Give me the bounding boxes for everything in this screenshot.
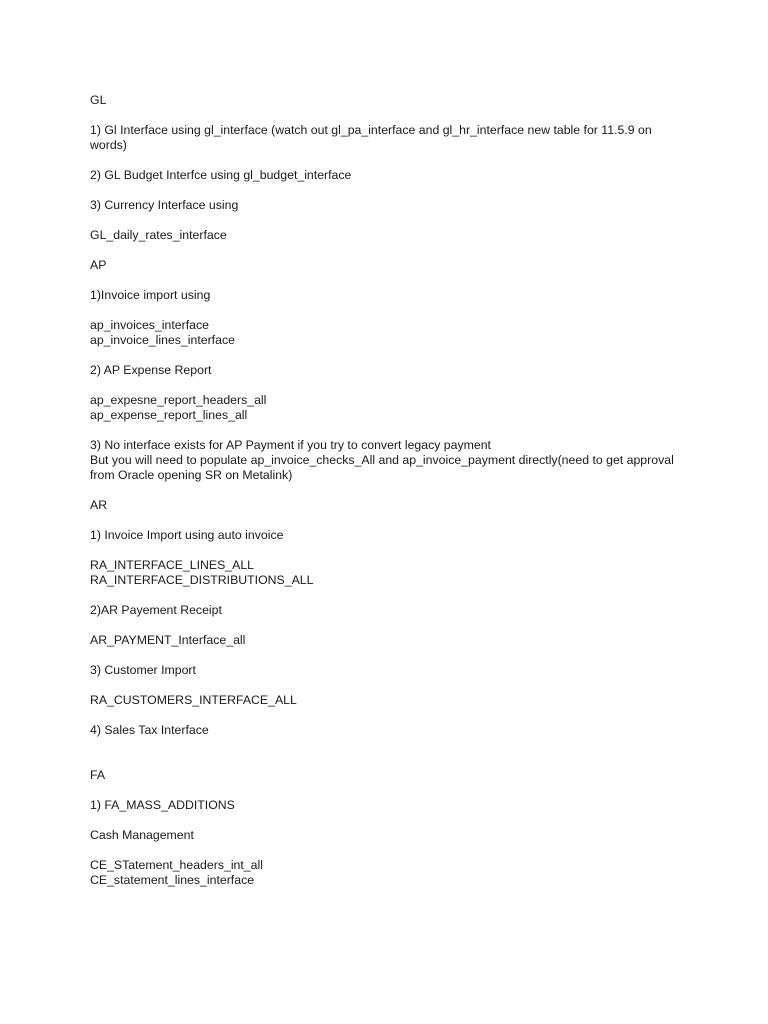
gl-item-3-table: GL_daily_rates_interface — [90, 228, 227, 242]
fa-item-1-text: 1) FA_MASS_ADDITIONS — [90, 798, 235, 812]
ar-item-1-table-1: RA_INTERFACE_LINES_ALL — [90, 558, 255, 572]
ar-item-3-tables — [90, 693, 680, 708]
ar-item-2-text: 2)AR Payement Receipt — [90, 603, 222, 617]
ar-item-4 — [90, 723, 680, 738]
section-ap — [90, 258, 680, 273]
ar-item-2-table: AR_PAYMENT_Interface_all — [90, 633, 246, 647]
section-cash-management — [90, 828, 680, 843]
cm-table-1: CE_STatement_headers_int_all — [90, 858, 263, 872]
ar-item-1-text: 1) Invoice Import using auto invoice — [90, 528, 284, 542]
ap-item-2-text: 2) AP Expense Report — [90, 363, 212, 377]
ar-item-3-text: 3) Customer Import — [90, 663, 196, 677]
ar-item-3-table: RA_CUSTOMERS_INTERFACE_ALL — [90, 693, 297, 707]
ap-item-2-tables — [90, 393, 680, 423]
ar-item-4-text: 4) Sales Tax Interface — [90, 723, 209, 737]
section-heading-cash-management: Cash Management — [90, 828, 194, 842]
gl-item-1-text: 1) Gl Interface using gl_interface (watch out gl_pa_interface and gl_hr_interface new table for 11.5.9 on words) — [90, 123, 652, 152]
fa-item-1 — [90, 798, 680, 813]
ar-item-3 — [90, 663, 680, 678]
ap-item-3-line-2: But you will need to populate ap_invoice_checks_All and ap_invoice_payment directly(need to get approval from Oracle opening SR on Metalink) — [90, 453, 674, 482]
cm-table-2: CE_statement_lines_interface — [90, 873, 255, 887]
ap-item-1-table-1: ap_invoices_interface — [90, 318, 209, 332]
document-body — [90, 93, 680, 903]
section-ar — [90, 498, 680, 513]
ap-item-1 — [90, 288, 680, 303]
ap-item-2-table-2: ap_expense_report_lines_all — [90, 408, 248, 422]
ar-item-1 — [90, 528, 680, 543]
ap-item-2-table-1: ap_expesne_report_headers_all — [90, 393, 267, 407]
ap-item-1-text: 1)Invoice import using — [90, 288, 211, 302]
ap-item-3-line-1: 3) No interface exists for AP Payment if you try to convert legacy payment — [90, 438, 491, 452]
section-heading-fa: FA — [90, 768, 106, 782]
ap-item-1-tables — [90, 318, 680, 348]
gl-item-2-text: 2) GL Budget Interfce using gl_budget_interface — [90, 168, 352, 182]
gl-item-2 — [90, 168, 680, 183]
ar-item-2 — [90, 603, 680, 618]
section-gl — [90, 93, 680, 108]
section-heading-ar: AR — [90, 498, 108, 512]
section-heading-gl: GL — [90, 93, 107, 107]
ap-item-2 — [90, 363, 680, 378]
section-heading-ap: AP — [90, 258, 107, 272]
gl-item-1 — [90, 123, 680, 153]
ap-item-1-table-2: ap_invoice_lines_interface — [90, 333, 235, 347]
gl-item-3 — [90, 198, 680, 213]
ar-item-2-tables — [90, 633, 680, 648]
ar-item-1-table-2: RA_INTERFACE_DISTRIBUTIONS_ALL — [90, 573, 314, 587]
cm-tables — [90, 858, 680, 888]
section-fa — [90, 768, 680, 783]
gl-item-3-text: 3) Currency Interface using — [90, 198, 239, 212]
ar-item-1-tables — [90, 558, 680, 588]
gl-item-3-tables — [90, 228, 680, 243]
ap-item-3 — [90, 438, 680, 483]
